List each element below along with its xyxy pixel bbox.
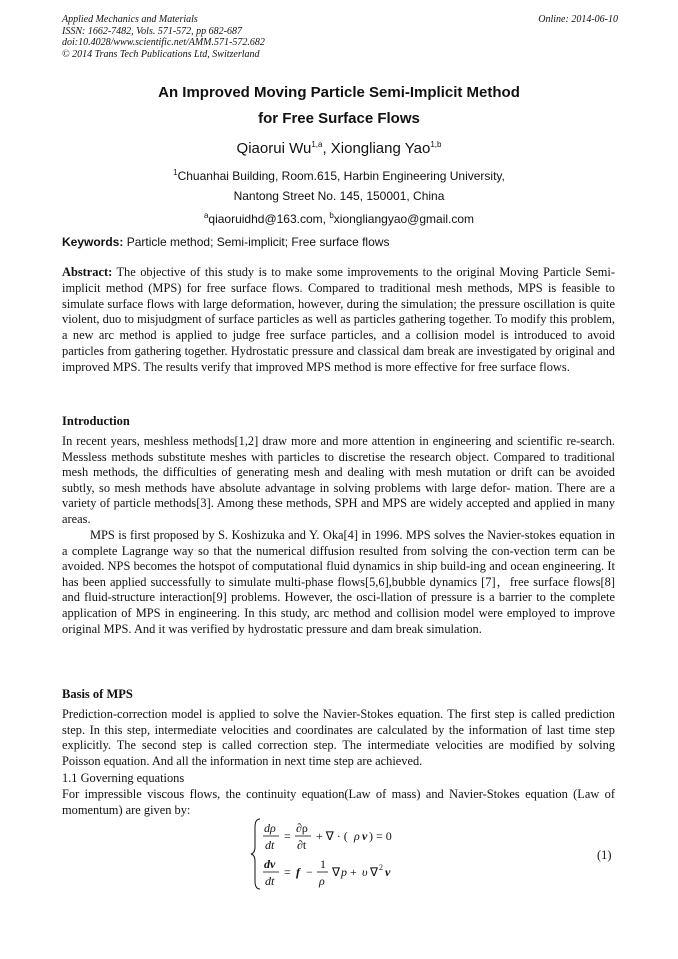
basis-paragraph-1: Prediction-correction model is applied to solve the Navier-Stokes equation. The first step is called prediction step. In this step, intermediate velocities and coordinates are calculated by the information of last time step explicitly. The second step is called correction step. The intermediate velocities are modified by solving Poisson equation. And all the information in next time step are achieved.	[62, 707, 615, 768]
author-1-affil: 1,a	[311, 140, 323, 149]
title-line-1: An Improved Moving Particle Semi-Implicit Method	[158, 84, 520, 101]
svg-text:=: =	[284, 829, 291, 843]
copyright-line: © 2014 Trans Tech Publications Ltd, Switzerland	[62, 48, 260, 60]
svg-text:∂t: ∂t	[297, 838, 307, 852]
author-1: Qiaorui Wu	[236, 140, 312, 157]
svg-text:dt: dt	[265, 874, 275, 888]
svg-text:∂ρ: ∂ρ	[296, 821, 308, 835]
svg-text:dv: dv	[264, 857, 276, 871]
affiliation-sup: 1	[173, 168, 178, 177]
basis-heading: Basis of MPS	[62, 687, 133, 701]
introduction-heading: Introduction	[62, 414, 130, 428]
email-b: xiongliangyao@gmail.com	[333, 212, 475, 226]
svg-text:v: v	[385, 865, 391, 879]
svg-text:∇: ∇	[332, 865, 341, 879]
abstract	[62, 265, 615, 376]
svg-text:dρ: dρ	[264, 821, 276, 835]
basis-paragraph-2: For impressible viscous flows, the continuity equation(Law of mass) and Navier-Stokes equation (Law of momentum) are given by:	[62, 787, 615, 817]
journal-header	[62, 14, 618, 60]
abstract-text: The objective of this study is to make some improvements to the original Moving Particle Semi-implicit method (MPS) for free surface flows. Compared to traditional mesh methods, MPS is feasible to simulate surface flows with large deformation, however, during the simulation; the pressure oscillation is quite violent, duo to misjudgment of surface particles as well as particles gathering together. To modify this problem, a new arc method is applied to judge free surface particles, and a collision model is introduced to avoid particles from gathering together. Hydrostatic pressure and classical dam break are investigated by original and improved MPS. The results verify that improved MPS method is more effective for free surface flows.	[62, 265, 615, 374]
author-list	[0, 140, 678, 157]
svg-text:dt: dt	[265, 838, 275, 852]
svg-text:∇: ∇	[370, 865, 379, 879]
svg-text:ρ: ρ	[319, 874, 325, 888]
svg-text:−: −	[306, 865, 313, 879]
keywords-label: Keywords:	[62, 235, 124, 249]
svg-text:p: p	[341, 865, 347, 879]
svg-text:+ ∇ · (: + ∇ · (	[316, 829, 348, 843]
svg-text:2: 2	[379, 863, 383, 872]
affiliation	[0, 163, 678, 229]
svg-text:+: +	[350, 865, 357, 879]
keywords-text: Particle method; Semi-implicit; Free surface flows	[123, 235, 390, 249]
introduction-paragraph-2: MPS is first proposed by S. Koshizuka and Y. Oka[4] in 1996. MPS solves the Navier-stokes equation in a complete Lagrange way so that the numerical diffusion resulted from solving the con-vection term can be avoided. NPS becomes the hotspot of computational fluid dynamics in ship build-ing and ocean engineering. It has been applied successfully to simulate multi-phase flows[5,6],bubble dynamics [7]，free surface flows[8] and fluid-structure interaction[9] problems. However, the osci-llation of pressure is a barrier to the complete application of MPS in engineering. In this study, arc method and collision model were employed to improve original MPS. And it was verified by hydrostatic pressure and dam break simulation.	[62, 528, 615, 636]
author-2: Xiongliang Yao	[330, 140, 431, 157]
keywords	[62, 235, 389, 249]
svg-text:) = 0: ) = 0	[369, 829, 392, 843]
svg-text:ρ: ρ	[354, 829, 360, 843]
governing-equations-subheading: 1.1 Governing equations	[62, 771, 185, 785]
email-line: $^a$qiaoruidhd@163.com, $^b$xiongliangyao@gmail.com	[203, 211, 475, 226]
equation-number: (1)	[597, 848, 612, 862]
svg-text:v: v	[362, 829, 368, 843]
affiliation-line-1: $^1$Chuanhai Building, Room.615, Harbin Engineering University,	[173, 168, 505, 183]
svg-text:f: f	[296, 865, 300, 879]
author-2-affil: 1,b	[430, 140, 442, 149]
svg-text:1: 1	[320, 857, 326, 871]
author-separator: ,	[322, 140, 331, 157]
introduction-paragraph-1: In recent years, meshless methods[1,2] draw more and more attention in engineering and scientific re-search. Messless methods substitute meshes with particles to discretise the research object. Compared to traditional mesh methods, the difficulties of generating mesh and dealing with mesh mutation or drift can be avoided subtly, so mesh methods have absolute advantage in solving problems with large defor- mation. There are a variety of particle methods[3]. Among these methods, SPH and MPS are widely accepted and applied in many areas.	[62, 434, 615, 526]
email-a: qiaoruidhd@163.com,	[208, 212, 330, 226]
svg-text:υ: υ	[362, 865, 368, 879]
abstract-label: Abstract:	[62, 265, 113, 279]
journal-name: Applied Mechanics and Materials	[62, 14, 198, 25]
doi-line: doi:10.4028/www.scientific.net/AMM.571-572.682	[62, 37, 265, 48]
navier-stokes-equation	[250, 817, 450, 891]
paper-title	[0, 80, 678, 132]
online-date: Online: 2014-06-10	[538, 14, 618, 25]
issn-line: ISSN: 1662-7482, Vols. 571-572, pp 682-687	[62, 25, 242, 37]
title-line-2: for Free Surface Flows	[258, 110, 420, 127]
affiliation-line-2: Nantong Street No. 145, 150001, China	[233, 189, 445, 203]
svg-text:=: =	[284, 865, 291, 879]
